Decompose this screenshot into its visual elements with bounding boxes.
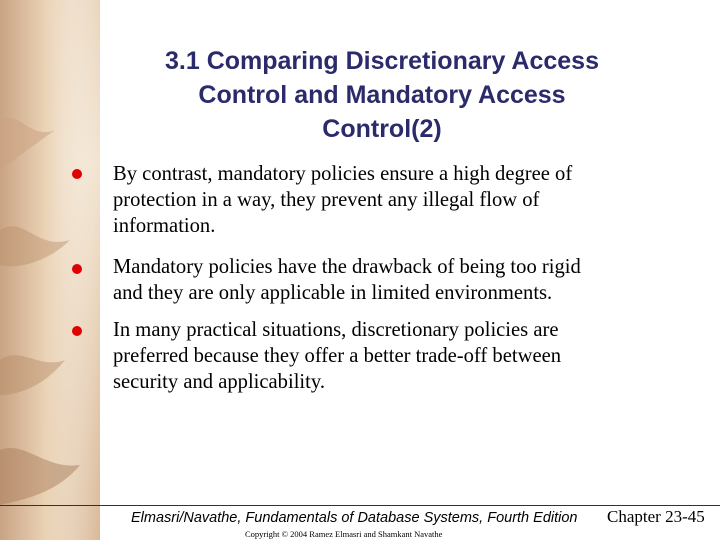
title-line: 3.1 Comparing Discretionary Access	[165, 47, 599, 75]
bullet-dot-icon	[72, 326, 82, 336]
bullet-line: In many practical situations, discretionary policies are	[113, 319, 559, 341]
bullet-text	[113, 161, 673, 239]
title-line: Control(2)	[322, 115, 442, 143]
desert-background-image	[0, 0, 100, 540]
bullet-line: protection in a way, they prevent any illegal flow of	[113, 189, 540, 211]
bullet-line: By contrast, mandatory policies ensure a high degree of	[113, 163, 573, 185]
footer-book-title: Elmasri/Navathe, Fundamentals of Database Systems, Fourth Edition	[131, 510, 578, 526]
footer-chapter-label: Chapter 23-45	[607, 507, 705, 526]
bullet-text	[113, 254, 673, 306]
bullet-line: security and applicability.	[113, 371, 325, 393]
bullet-text	[113, 317, 673, 395]
bullet-dot-icon	[72, 264, 82, 274]
bullet-line: Mandatory policies have the drawback of being too rigid	[113, 256, 581, 278]
footer-divider	[0, 505, 720, 506]
slide-title	[120, 44, 644, 146]
bullet-line: preferred because they offer a better trade-off between	[113, 345, 562, 367]
bullet-line: and they are only applicable in limited environments.	[113, 282, 553, 304]
title-line: Control and Mandatory Access	[198, 81, 566, 109]
bullet-dot-icon	[72, 169, 82, 179]
footer-copyright: Copyright © 2004 Ramez Elmasri and Shamkant Navathe	[245, 529, 443, 539]
bullet-line: information.	[113, 215, 216, 237]
